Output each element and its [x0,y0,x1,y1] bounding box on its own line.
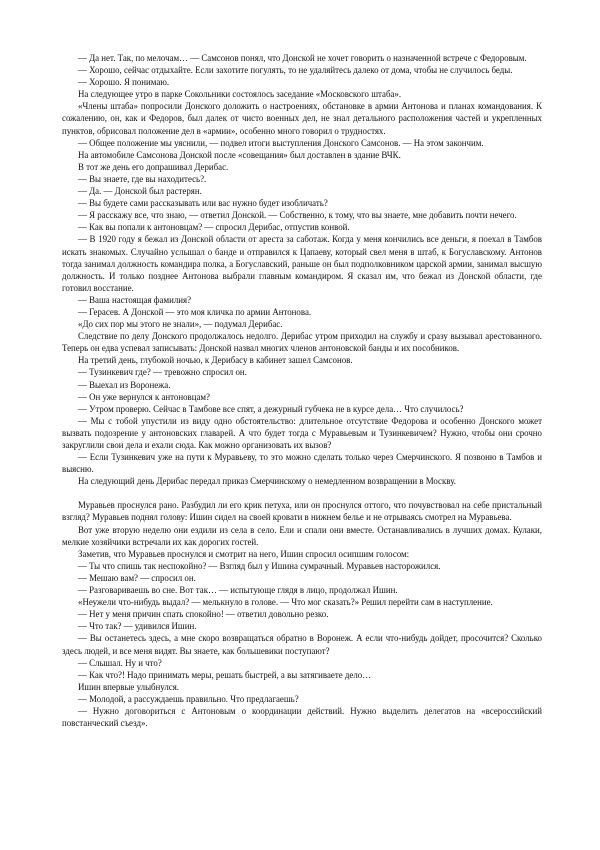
document-page [62,52,542,729]
paragraph: «До сих пор мы этого не знали», — подумал Дерибас. [78,319,283,330]
paragraph: — Как вы попали к антоновцам? — спросил Дерибас, отпустив конвой. [78,222,350,233]
paragraph: — Как что?! Надо принимать меры, решать быстрей, а вы затягиваете дело… [78,669,372,680]
paragraph: «Члены штаба» попросили Донского доложить о настроениях, обстановке в армии Антонова и планах командования. К сожалению, он, как и Федоров, был далек от чисто военных дел, не знал детального расположения частей и укрепленных пунктов, обрисовал положение дел в «армии», особенно много говорил о трудностях. [62,101,542,136]
paragraph: — В 1920 году я бежал из Донской области от ареста за саботаж. Когда у меня кончились все деньги, я поехал в Тамбов искать знакомых. Случайно услышал о банде и отправился к Цапаеву, который свел меня в штаб, к Богуславскому. Антонов тогда занимал должность командира полка, а Богуславский, раньше он был подполковником царской армии, занимал высшую должность. И только позднее Антонова выбрали главным командиром. Я сказал им, что бежал из Донской области, где готовил восстание. [62,234,542,293]
paragraph: «Неужели что-нибудь выдал? — мелькнуло в голове. — Что мог сказать?» Решил перейти сам в наступление. [78,597,493,608]
paragraph: — Вы знаете, где вы находитесь?. [78,173,207,184]
paragraph: — Нужно договориться с Антоновым о координации действий. Нужно выделить делегатов на «всероссийский повстанческий съезд». [62,705,542,729]
paragraph: В тот же день его допрашивал Дерибас. [78,161,229,172]
paragraph: — Общее положение мы уяснили, — подвел итоги выступления Донского Самсонов. — На этом закончим. [78,137,484,148]
section-break [62,487,542,499]
paragraph: На следующее утро в парке Сокольники состоялось заседание «Московского штаба». [78,89,402,100]
paragraph: — Хорошо. Я понимаю. [78,77,170,88]
paragraph: — Да нет. Так, по мелочам… — Самсонов понял, что Донской не хочет говорить о назначенной встрече с Федоровым. [78,53,527,63]
paragraph: — Нет у меня причин спать спокойно! — ответил довольно резко. [78,609,329,620]
paragraph: — Ты что спишь так неспокойно? — Взгляд был у Ишина сумрачный. Муравьев насторожился. [78,560,441,571]
paragraph: — Утром проверю. Сейчас в Тамбове все спят, а дежурный губчека не в курсе дела… Что случилось? [78,403,464,414]
paragraph: — Вы останетесь здесь, а мне скоро возвращаться обратно в Воронеж. А если что-нибудь дойдет, просочится? Сколько здесь людей, и все меня видят. Вы знаете, как большевики поступают? [62,633,542,656]
paragraph: — Мешаю вам? — спросил он. [78,572,196,583]
paragraph: — Выехал из Воронежа. [78,379,171,390]
paragraph: — Вы будете сами рассказывать или вас нужно будет изобличать? [78,198,328,209]
section-1 [62,52,542,487]
paragraph: — Слышал. Ну и что? [78,657,162,668]
paragraph: — Молодой, а рассуждаешь правильно. Что предлагаешь? [78,693,299,704]
paragraph: — Хорошо, сейчас отдыхайте. Если захотите погулять, то не удаляйтесь далеко от дома, чтобы не случилось беды. [78,65,513,76]
paragraph: На автомобиле Самсонова Донской после «совещания» был доставлен в здание ВЧК. [78,149,401,160]
paragraph: — Я расскажу все, что знаю, — ответил Донской. — Собственно, к тому, что вы знаете, мне добавить почти нечего. [78,210,517,221]
paragraph: Заметив, что Муравьев проснулся и смотрит на него, Ишин спросил осипшим голосом: [78,548,410,559]
paragraph: Муравьев проснулся рано. Разбудил ли его крик петуха, или он проснулся оттого, что почувствовал на себе пристальный взгляд? Муравьев поднял голову: Ишин сидел на своей кровати в нижнем белье и не отрываясь смотрел на Муравьева. [62,500,542,523]
paragraph: — Да. — Донской был растерян. [78,186,202,197]
paragraph: — Что так? — удивился Ишин. [78,621,197,632]
section-2 [62,499,542,729]
paragraph: — Если Тузинкевич уже на пути к Муравьеву, то это можно сделать только через Смерчинского. Я позвоню в Тамбов и выясню. [62,452,542,475]
paragraph: — Ваша настоящая фамилия? [78,294,192,305]
paragraph: Вот уже вторую неделю они ездили из села в село. Ели и спали они вместе. Останавливались в лучших домах. Кулаки, мелкие хозяйчики встречали их как дорогих гостей. [62,524,542,547]
paragraph: На третий день, глубокой ночью, к Дерибасу в кабинет зашел Самсонов. [78,355,353,366]
paragraph: — Он уже вернулся к антоновцам? [78,391,210,402]
paragraph: Следствие по делу Донского продолжалось недолго. Дерибас утром приходил на службу и сразу вызывал арестованного. Теперь он едва успевал записывать: Донской назвал многих членов антоновской банды и их пособников. [62,331,542,354]
paragraph: — Тузинкевич где? — тревожно спросил он. [78,367,247,378]
paragraph: На следующий день Дерибас передал приказ Смерчинскому о немедленном возвращении в Москву. [78,476,456,487]
paragraph: Ишин впервые улыбнулся. [78,681,180,692]
paragraph: — Мы с тобой упустили из виду одно обстоятельство: длительное отсутствие Федорова и особенно Донского может вызвать подозрение у антоновских главарей. А что будет тогда с Муравьевым и Тузинкевичем? Нужно, чтобы они срочно закруглили свои дела и ехали сюда. Как можно организовать их вызов? [62,415,542,450]
paragraph: — Разговариваешь во сне. Вот так… — испытующе глядя в лицо, продолжал Ишин. [78,585,398,596]
paragraph: — Герасев. А Донской — это моя кличка по армии Антонова. [78,306,312,317]
